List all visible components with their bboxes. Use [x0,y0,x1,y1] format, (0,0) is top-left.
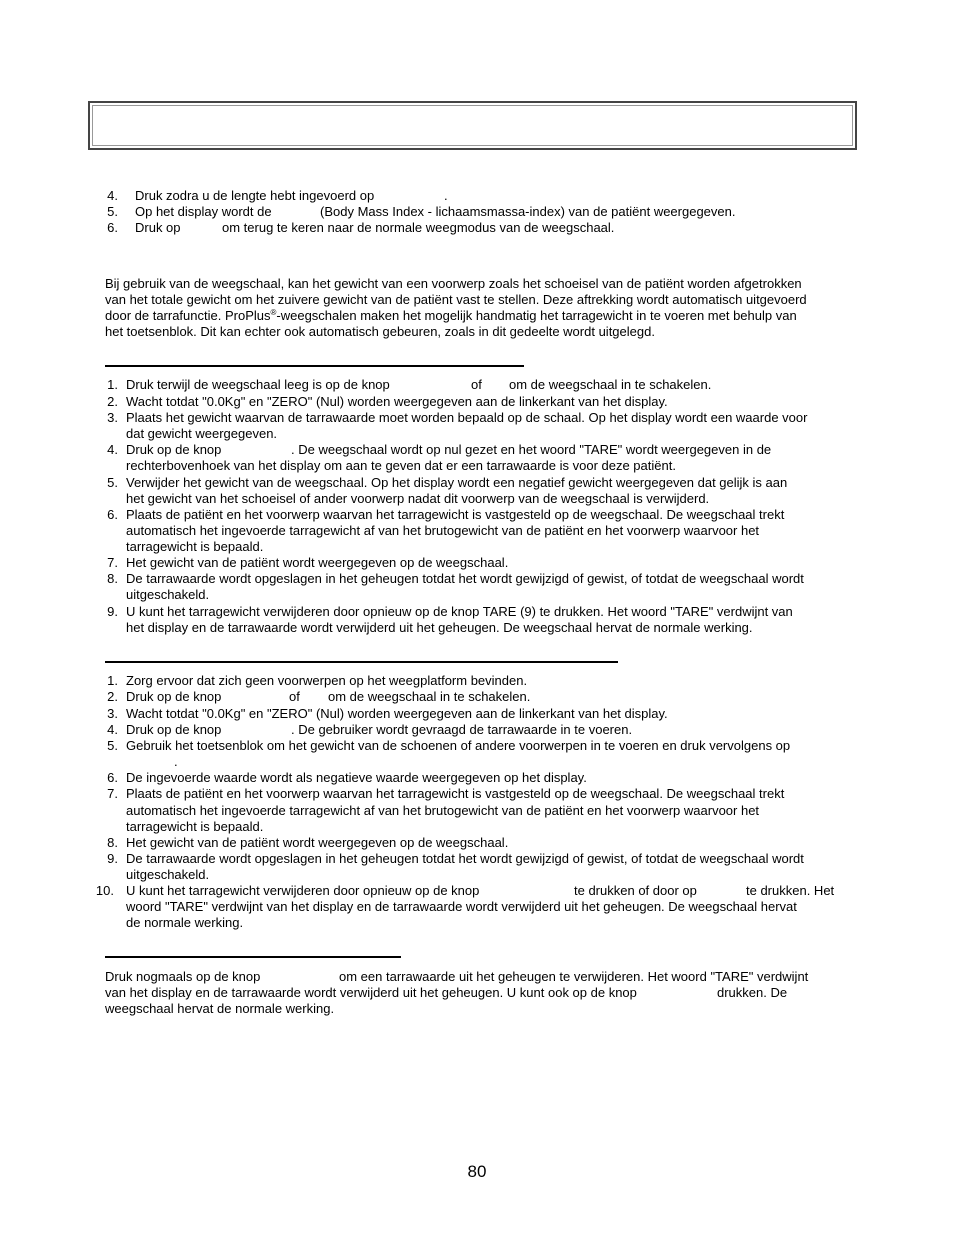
list-item-text: automatisch het ingevoerde tarragewicht af van het brutogewicht van de patiënt en het voorwerp waarvoor het [126,803,760,818]
list-item-text: De tarrawaarde wordt opgeslagen in het geheugen totdat het wordt gewijzigd of gewist, of totdat de weegschaal wordt [126,851,804,866]
list-item-text: Druk op [135,220,181,235]
list-item-text: (Body Mass Index - lichaamsmassa-index) van de patiënt weergegeven. [320,204,736,219]
list-number: 5. [107,475,118,490]
list-item-text: te drukken of door op [574,883,697,898]
section-rule [105,365,524,367]
list-item-text: of [289,689,300,704]
list-number: 5. [107,204,118,219]
list-item-text: Plaats de patiënt en het voorwerp waarvan het tarragewicht is vastgesteld op de weegschaal. De weegschaal trekt [126,786,785,801]
list-item-text: het display en de tarrawaarde wordt verwijderd uit het geheugen. De weegschaal hervat de normale werking. [126,620,753,635]
paragraph-text: weegschaal hervat de normale werking. [105,1001,335,1016]
list-item-text: uitgeschakeld. [126,587,210,602]
paragraph-line [105,308,797,324]
list-item-text: U kunt het tarragewicht verwijderen door opnieuw op de knop [126,883,480,898]
list-number: 6. [107,220,118,235]
section-rule [105,661,618,663]
paragraph-line: Bij gebruik van de weegschaal, kan het gewicht van een voorwerp zoals het schoeisel van de patiënt worden afgetrokken [105,276,802,291]
list-item-text: Zorg ervoor dat zich geen voorwerpen op het weegplatform bevinden. [126,673,528,688]
list-item-text: Gebruik het toetsenblok om het gewicht van de schoenen of andere voorwerpen in te voeren en druk vervolgens op [126,738,791,753]
paragraph-line: het toetsenblok. Dit kan echter ook automatisch gebeuren, zoals in dit gedeelte wordt uitgelegd. [105,324,655,339]
list-item-text: het gewicht van het schoeisel of ander voorwerp nadat dit voorwerp van de weegschaal is verwijderd. [126,491,710,506]
page-number: 80 [467,1162,487,1181]
list-number: 4. [107,188,118,203]
list-item-text: de normale werking. [126,915,244,930]
list-number: 9. [107,604,118,619]
list-number: 6. [107,507,118,522]
list-item-text: om de weegschaal in te schakelen. [328,689,531,704]
list-item-text: U kunt het tarragewicht verwijderen door opnieuw op de knop TARE (9) te drukken. Het woord "TARE" verdwijnt van [126,604,793,619]
paragraph-text: door de tarrafunctie. ProPlus [105,308,271,323]
list-item-text: Het gewicht van de patiënt wordt weergegeven op de weegschaal. [126,835,509,850]
section-header-box [88,101,857,150]
list-item-text: Wacht totdat "0.0Kg" en "ZERO" (Nul) worden weergegeven aan de linkerkant van het display. [126,394,668,409]
paragraph-text: van het display en de tarrawaarde wordt verwijderd uit het geheugen. U kunt ook op de knop [105,985,637,1000]
list-item-text: Op het display wordt de [135,204,272,219]
list-number: 10. [95,883,114,898]
list-item-text: om terug te keren naar de normale weegmodus van de weegschaal. [222,220,615,235]
list-item-text: tarragewicht is bepaald. [126,539,264,554]
list-item-text: . [444,188,448,203]
list-number: 1. [107,377,118,392]
list-item-text: Plaats de patiënt en het voorwerp waarvan het tarragewicht is vastgesteld op de weegschaal. De weegschaal trekt [126,507,785,522]
list-number: 1. [107,673,118,688]
list-item-text: Wacht totdat "0.0Kg" en "ZERO" (Nul) worden weergegeven aan de linkerkant van het display. [126,706,668,721]
list-item-text: Druk terwijl de weegschaal leeg is op de knop [126,377,390,392]
list-number: 4. [107,722,118,737]
list-item-text: De ingevoerde waarde wordt als negatieve waarde weergegeven op het display. [126,770,587,785]
list-number: 9. [107,851,118,866]
list-number: 6. [107,770,118,785]
paragraph-text: -weegschalen maken het mogelijk handmatig het tarragewicht in te voeren met behulp van [276,308,797,323]
list-number: 8. [107,835,118,850]
list-item-text: Plaats het gewicht waarvan de tarrawaarde moet worden bepaald op de schaal. Op het display wordt een waarde voor [126,410,808,425]
list-item-text: uitgeschakeld. [126,867,210,882]
list-item-text: Druk op de knop [126,689,222,704]
list-item-text: rechterbovenhoek van het display om aan te geven dat er een tarrawaarde is voor deze patiënt. [126,458,676,473]
list-item-text: Het gewicht van de patiënt wordt weergegeven op de weegschaal. [126,555,509,570]
list-item-text: . [174,754,178,769]
list-number: 3. [107,706,118,721]
list-item-text: . De gebruiker wordt gevraagd de tarrawaarde in te voeren. [291,722,633,737]
list-item-text: Druk op de knop [126,722,222,737]
list-item-text: Verwijder het gewicht van de weegschaal. Op het display wordt een negatief gewicht weergegeven dat gelijk is aan [126,475,788,490]
paragraph-text: drukken. De [717,985,788,1000]
list-number: 4. [107,442,118,457]
list-item-text: of [471,377,482,392]
list-item-text: woord "TARE" verdwijnt van het display en de tarrawaarde wordt verwijderd uit het geheugen. De weegschaal hervat [126,899,797,914]
list-number: 5. [107,738,118,753]
list-item-text: tarragewicht is bepaald. [126,819,264,834]
list-number: 8. [107,571,118,586]
list-number: 7. [107,786,118,801]
paragraph-line: van het totale gewicht om het zuivere gewicht van de patiënt vast te stellen. Deze aftrekking wordt automatisch uitgevoerd [105,292,807,307]
section-rule [105,956,401,958]
list-item-text: Druk zodra u de lengte hebt ingevoerd op [135,188,375,203]
list-number: 2. [107,689,118,704]
list-number: 2. [107,394,118,409]
list-item-text: . De weegschaal wordt op nul gezet en het woord "TARE" wordt weergegeven in de [291,442,772,457]
list-item-text: De tarrawaarde wordt opgeslagen in het geheugen totdat het wordt gewijzigd of gewist, of totdat de weegschaal wordt [126,571,804,586]
list-item-text: dat gewicht weergegeven. [126,426,278,441]
registered-mark: ® [270,308,277,317]
list-number: 3. [107,410,118,425]
paragraph-text: Druk nogmaals op de knop [105,969,261,984]
list-item-text: om de weegschaal in te schakelen. [509,377,712,392]
paragraph-text: om een tarrawaarde uit het geheugen te verwijderen. Het woord "TARE" verdwijnt [339,969,809,984]
list-item-text: automatisch het ingevoerde tarragewicht af van het brutogewicht van de patiënt en het voorwerp waarvoor het [126,523,760,538]
list-item-text: Druk op de knop [126,442,222,457]
list-number: 7. [107,555,118,570]
list-item-text: te drukken. Het [746,883,835,898]
